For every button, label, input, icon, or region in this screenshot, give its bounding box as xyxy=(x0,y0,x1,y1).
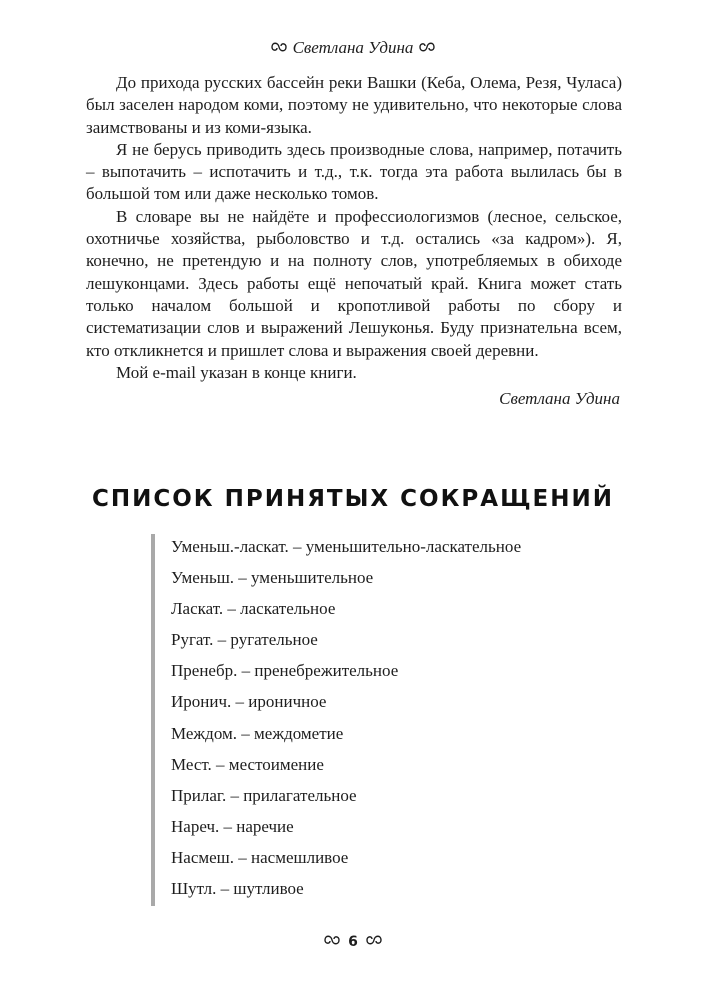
section-title: СПИСОК ПРИНЯТЫХ СОКРАЩЕНИЙ xyxy=(91,486,615,512)
ornament-left-icon xyxy=(323,932,341,952)
list-item: Междом. – междометие xyxy=(171,723,344,743)
list-item: Мест. – местоимение xyxy=(171,754,324,774)
list-item: Уменьш.-ласкат. – уменьшительно-ласкательное xyxy=(171,537,522,556)
paragraph: В словаре вы не найдёте и профессиологизмов (лесное, сельское, охотничье хозяйства, рыболовство и т.д. остались «за кадром»). Я, конечно, не претендую и на полноту слов, употребляемых в обиходе лешуконцами. Здесь работы ещё непочатый край. Книга может стать только началом большой и кропотливой работы по сбору и систематизации слов и выражений Лешуконья. Буду признательна всем, кто откликнется и пришлет слова и выражения своей деревни. xyxy=(86,206,622,360)
header-author: Светлана Удина xyxy=(292,38,414,57)
page-number: 6 xyxy=(348,934,358,950)
abbreviations-block xyxy=(151,534,615,906)
list-item: Ругат. – ругательное xyxy=(171,630,318,650)
list-item: Уменьш. – уменьшительное xyxy=(171,568,374,588)
list-item: Ласкат. – ласкательное xyxy=(171,599,336,619)
ornament-right-icon xyxy=(418,39,436,59)
list-item: Пренебр. – пренебрежительное xyxy=(171,661,399,681)
ornament-left-icon xyxy=(270,39,288,59)
signature: Светлана Удина xyxy=(499,389,620,408)
list-item: Прилаг. – прилагательное xyxy=(171,785,357,805)
list-item: Иронич. – ироничное xyxy=(171,692,327,712)
abbreviations-list xyxy=(155,534,615,907)
list-item: Нареч. – наречие xyxy=(171,816,294,836)
preface-text xyxy=(86,72,622,384)
ornament-right-icon xyxy=(365,932,383,952)
paragraph: До прихода русских бассейн реки Вашки (Кеба, Олема, Резя, Чуласа) был заселен народом коми, поэтому не удивительно, что некоторые слова заимствованы и из коми-языка. xyxy=(86,73,622,137)
list-item: Шутл. – шутливое xyxy=(171,879,304,899)
running-header xyxy=(0,38,706,59)
paragraph: Мой e-mail указан в конце книги. xyxy=(116,362,357,382)
list-item: Насмеш. – насмешливое xyxy=(171,847,349,867)
paragraph: Я не берусь приводить здесь производные слова, например, потачить – выпотачить – испотачить и т.д., т.к. тогда эта работа вылилась бы в большой том или даже несколько томов. xyxy=(86,139,622,204)
page-footer xyxy=(0,932,706,952)
